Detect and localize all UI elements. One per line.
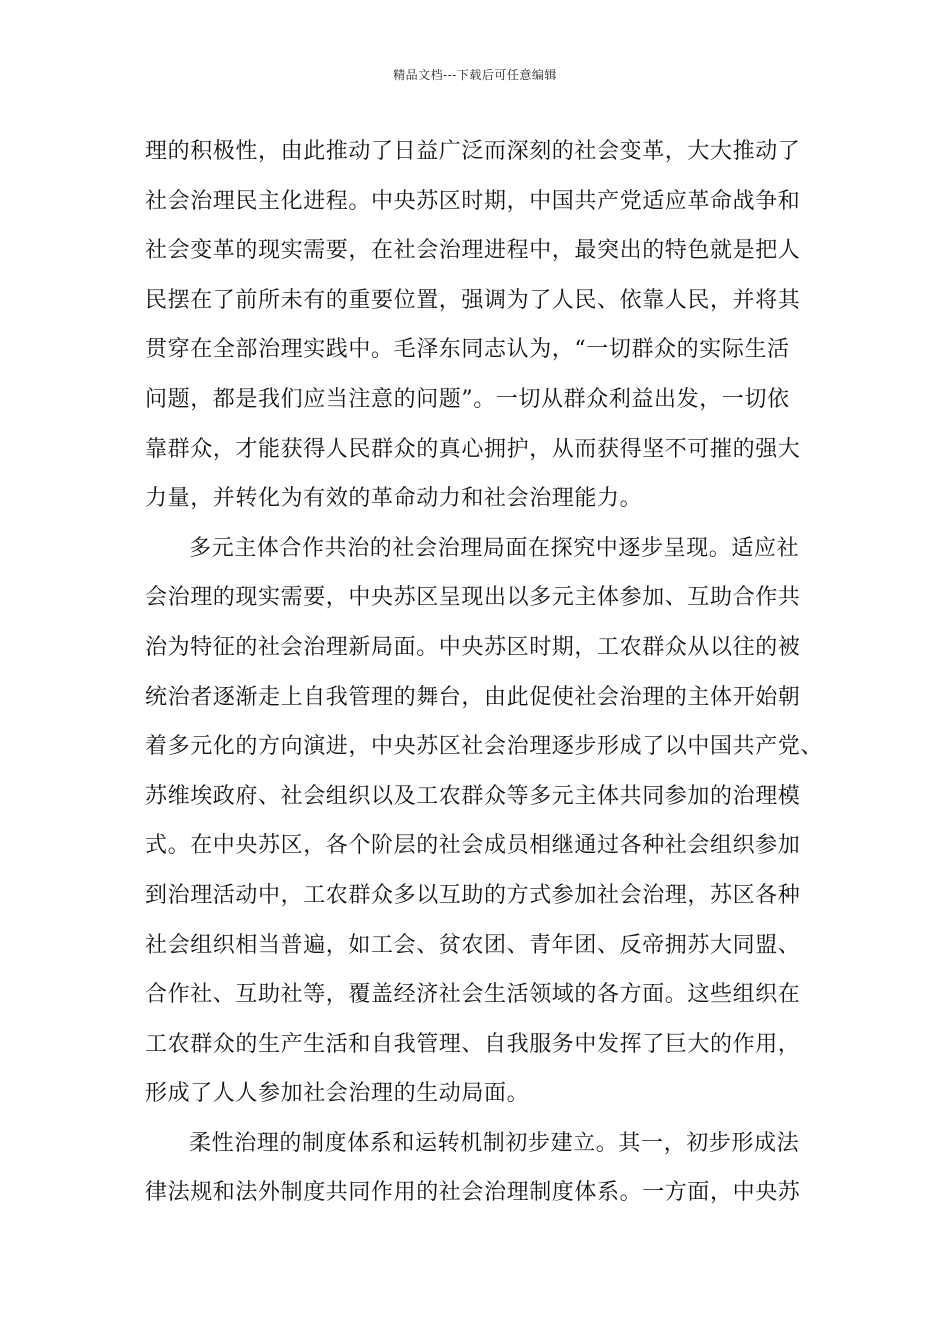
text-line: 治为特征的社会治理新局面。中央苏区时期，工农群众从以往的被 [145,634,801,660]
text-line: 社会组织相当普遍，如工会、贫农团、青年团、反帝拥苏大同盟、 [145,932,801,958]
text-line: 贯穿在全部治理实践中。毛泽东同志认为，“一切群众的实际生活 [145,337,790,363]
text-line: 合作社、互助社等，覆盖经济社会生活领域的各方面。这些组织在 [145,982,801,1008]
text-line: 到治理活动中，工农群众多以互助的方式参加社会治理，苏区各种 [145,882,801,908]
text-line: 问题，都是我们应当注意的问题”。一切从群众利益出发，一切依 [145,386,790,412]
text-line: 理的积极性，由此推动了日益广泛而深刻的社会变革，大大推动了 [145,139,801,164]
document-body [145,127,825,1218]
text-line: 工农群众的生产生活和自我管理、自我服务中发挥了巨大的作用， [145,1031,801,1057]
text-line: 着多元化的方向演进，中央苏区社会治理逐步形成了以中国共产党、 [145,734,824,760]
text-line: 靠群众，才能获得人民群众的真心拥护，从而获得坚不可摧的强大 [145,436,801,462]
text-line: 形成了人人参加社会治理的生动局面。 [145,1081,530,1107]
page-header: 精品文档---下载后可任意编辑 [393,68,557,82]
text-line: 会治理的现实需要，中央苏区呈现出以多元主体参加、互助合作共 [145,585,801,611]
text-line: 力量，并转化为有效的革命动力和社会治理能力。 [145,486,643,512]
text-line: 社会治理民主化进程。中央苏区时期，中国共产党适应革命战争和 [145,188,801,214]
text-line: 式。在中央苏区，各个阶层的社会成员相继通过各种社会组织参加 [145,833,801,859]
text-line: 民摆在了前所未有的重要位置，强调为了人民、依靠人民，并将其 [145,287,801,313]
text-line: 社会变革的现实需要，在社会治理进程中，最突出的特色就是把人 [145,238,801,264]
text-line: 统治者逐渐走上自我管理的舞台，由此促使社会治理的主体开始朝 [145,684,801,710]
paragraph-first-line: 多元主体合作共治的社会治理局面在探究中逐步呈现。适应社 [189,535,800,561]
text-line: 苏维埃政府、社会组织以及工农群众等多元主体共同参加的治理模 [145,783,801,809]
paragraph-first-line: 柔性治理的制度体系和运转机制初步建立。其一，初步形成法 [189,1130,800,1156]
text-line: 律法规和法外制度共同作用的社会治理制度体系。一方面，中央苏 [145,1180,801,1206]
